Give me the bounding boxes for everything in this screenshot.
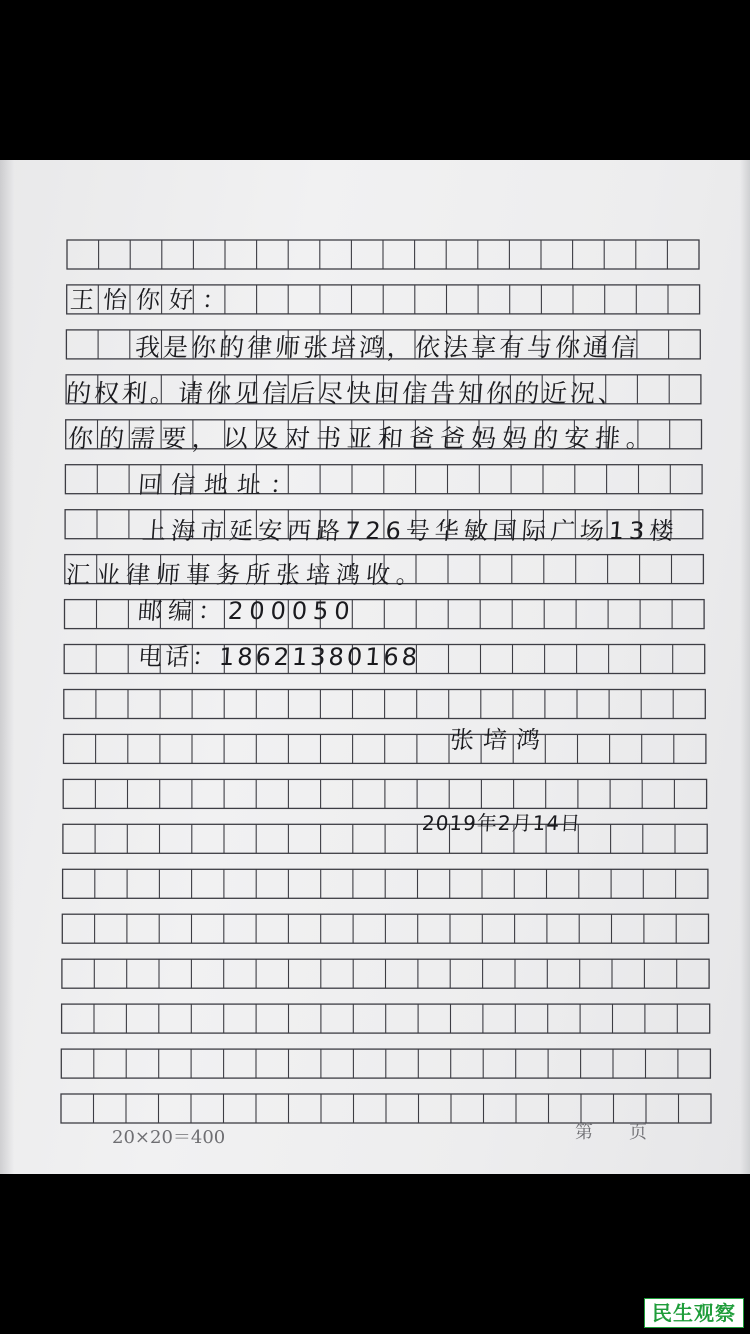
- grid-row: [64, 690, 706, 719]
- letter-date: 2019年2月14日: [421, 811, 582, 835]
- phone-line: 电话：18621380168: [137, 643, 421, 671]
- postcode-line: 邮编：200050: [137, 597, 357, 625]
- watermark-logo: 民生观察: [644, 1298, 744, 1328]
- grid-row: [63, 779, 706, 808]
- grid-row: [61, 1049, 710, 1078]
- letter-body-line-1: 我是你的律师张培鸿，依法享有与你通信: [134, 333, 641, 362]
- letter-paper: [0, 160, 750, 1174]
- letter-body-line-2: 的权利。请你见信后尽快回信告知你的近况、: [65, 379, 628, 408]
- grid-row: [63, 824, 707, 853]
- grid-row: [61, 1094, 711, 1123]
- grid-row: [64, 734, 706, 763]
- grid-row: [62, 1004, 710, 1033]
- grid-row: [63, 869, 708, 898]
- page-number-label: 第 页: [575, 1122, 647, 1143]
- address-line-2: 汇业律师事务所张培鸿收。: [65, 561, 427, 589]
- address-label: 回信地址：: [137, 471, 304, 499]
- grid-spec: 20×20＝400: [112, 1127, 226, 1148]
- letter-greeting: 王怡你好：: [69, 286, 236, 314]
- signature: 张培鸿: [449, 726, 550, 754]
- grid-row: [62, 959, 709, 988]
- address-line-1: 上海市延安西路726号华敏国际广场13楼: [141, 517, 680, 545]
- grid-row: [67, 240, 699, 269]
- letter-body-line-3: 你的需要，以及对书亚和爸爸妈妈的安排。: [67, 424, 659, 453]
- grid-row: [62, 914, 708, 943]
